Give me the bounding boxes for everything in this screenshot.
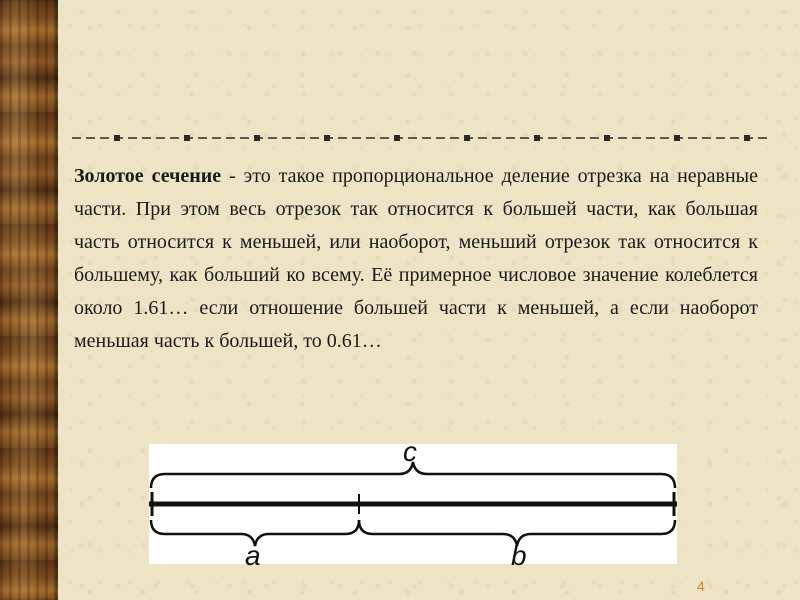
definition-text — [74, 160, 758, 358]
page-number: 4 — [697, 578, 705, 594]
term-heading: Золотое сечение — [74, 165, 222, 187]
label-a: a — [245, 540, 261, 571]
decorative-border — [0, 0, 58, 600]
label-b: b — [511, 540, 527, 571]
label-c: c — [403, 436, 417, 467]
dashed-divider — [72, 133, 767, 143]
definition-body: - это такое пропорциональное деление отрезка на неравные части. При этом весь отрезок так относится к большей части, как большая часть относится к меньшей, или наоборот, меньший отрезок так относится к большему, как больший ко всему. Её примерное числовое значение колеблется около 1.61… если отношение большей части к меньшей, а если наоборот меньшая часть к большей, то 0.61… — [74, 165, 758, 352]
golden-ratio-diagram — [149, 436, 677, 571]
